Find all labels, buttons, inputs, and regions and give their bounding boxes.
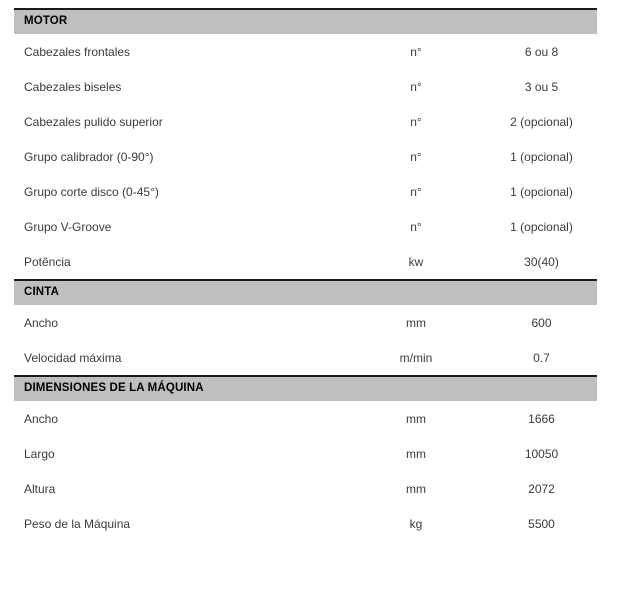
section-header <box>14 375 597 401</box>
specification-table <box>14 8 597 541</box>
section-rows <box>14 305 597 375</box>
spec-unit: kw <box>408 254 424 269</box>
table-row <box>14 139 597 174</box>
table-row <box>14 506 597 541</box>
table-row <box>14 69 597 104</box>
spec-unit: n° <box>410 79 422 94</box>
table-row <box>14 244 597 279</box>
spec-label: Ancho <box>24 411 59 426</box>
spec-label: Cabezales frontales <box>24 44 131 59</box>
table-row <box>14 104 597 139</box>
spec-label: Cabezales biseles <box>24 79 122 94</box>
table-row <box>14 305 597 340</box>
spec-value: 3 ou 5 <box>524 79 559 94</box>
spec-label: Cabezales pulido superior <box>24 114 163 129</box>
table-row <box>14 340 597 375</box>
spec-section <box>14 279 597 375</box>
section-title: MOTOR <box>24 15 68 28</box>
spec-label: Grupo corte disco (0-45°) <box>24 184 159 199</box>
spec-unit: mm <box>406 315 426 330</box>
spec-unit: mm <box>406 411 426 426</box>
table-row <box>14 436 597 471</box>
spec-value: 1666 <box>528 411 555 426</box>
section-header <box>14 279 597 305</box>
spec-unit: n° <box>410 184 422 199</box>
spec-value: 6 ou 8 <box>524 44 559 59</box>
spec-unit: mm <box>406 481 426 496</box>
spec-value: 1 (opcional) <box>510 149 573 164</box>
spec-unit: mm <box>406 446 426 461</box>
spec-label: Peso de la Máquina <box>24 516 131 531</box>
spec-unit: kg <box>409 516 423 531</box>
spec-value: 5500 <box>528 516 555 531</box>
spec-unit: n° <box>410 114 422 129</box>
section-rows <box>14 34 597 279</box>
table-row <box>14 401 597 436</box>
section-rows <box>14 401 597 541</box>
section-title: CINTA <box>24 286 60 299</box>
spec-value: 2 (opcional) <box>510 114 573 129</box>
spec-unit: n° <box>410 44 422 59</box>
spec-value: 10050 <box>524 446 559 461</box>
spec-value: 2072 <box>528 481 555 496</box>
table-row <box>14 34 597 69</box>
table-row <box>14 471 597 506</box>
spec-unit: m/min <box>399 350 433 365</box>
spec-unit: n° <box>410 149 422 164</box>
section-title: DIMENSIONES DE LA MÁQUINA <box>24 382 204 395</box>
spec-label: Potência <box>24 254 71 269</box>
table-row <box>14 174 597 209</box>
spec-value: 1 (opcional) <box>510 219 573 234</box>
section-header <box>14 8 597 34</box>
spec-label: Velocidad máxima <box>24 350 122 365</box>
spec-section <box>14 8 597 279</box>
table-row <box>14 209 597 244</box>
spec-label: Altura <box>24 481 56 496</box>
spec-unit: n° <box>410 219 422 234</box>
spec-label: Ancho <box>24 315 59 330</box>
spec-value: 0.7 <box>533 350 550 365</box>
spec-value: 1 (opcional) <box>510 184 573 199</box>
spec-value: 600 <box>531 315 552 330</box>
spec-label: Grupo calibrador (0-90°) <box>24 149 154 164</box>
spec-label: Largo <box>24 446 55 461</box>
spec-label: Grupo V-Groove <box>24 219 112 234</box>
spec-value: 30(40) <box>524 254 559 269</box>
spec-section <box>14 375 597 541</box>
